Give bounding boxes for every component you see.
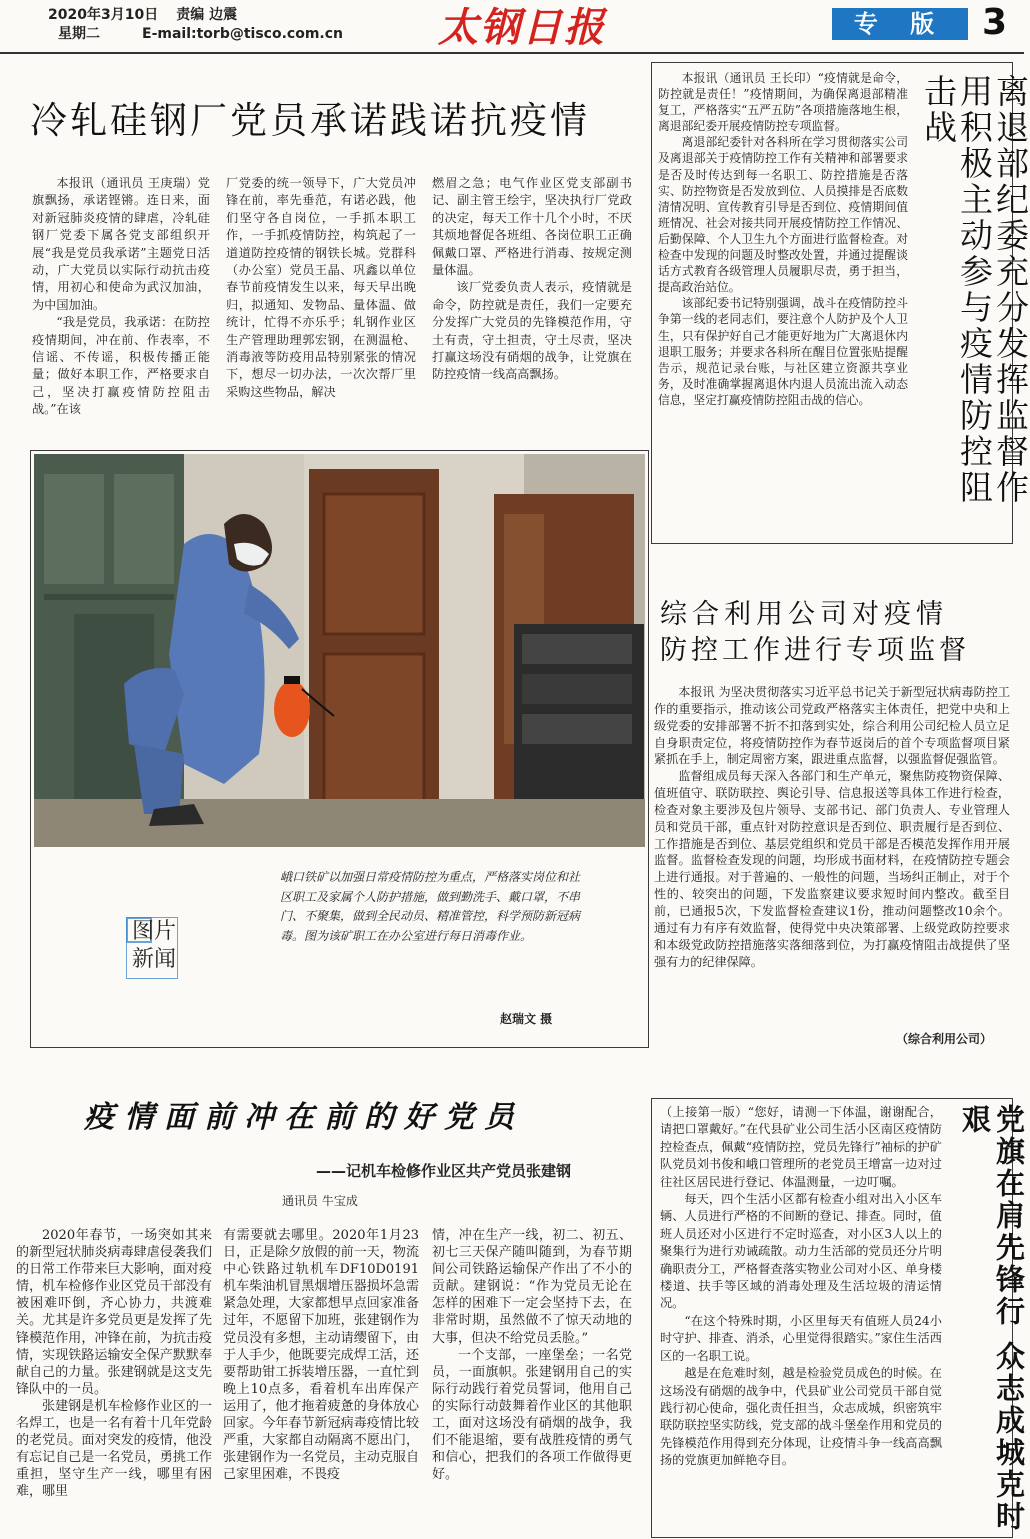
news-photo bbox=[34, 454, 645, 847]
article4-byline: 通讯员 牛宝成 bbox=[282, 1194, 358, 1208]
photo-caption: 峨口铁矿以加强日常疫情防控为重点，严格落实岗位和社区职工及家属个人防护措施，做到勤洗手、戴口罩，不串门、不聚集，做到全民动员、精准管控，科学预防新冠病毒。图为该矿职工在办公室进行每日消毒作业。 bbox=[280, 870, 581, 943]
photo-tag-line2: 新闻 bbox=[132, 947, 177, 972]
editor: 责编 边震 bbox=[176, 7, 238, 23]
article4-subtitle: ——记机车检修作业区共产党员张建钢 bbox=[316, 1162, 572, 1180]
article4-col1 bbox=[16, 1227, 212, 1537]
email: E-mail:torb@tisco.com.cn bbox=[142, 26, 343, 42]
paragraph: “我是党员，我承诺：在防控疫情期间，冲在前、作表率，不信谣、不传谣，积极传播正能量；做好本职工作，严格要求自己，坚决打赢疫情防控阻击战。”在该 bbox=[32, 315, 210, 417]
paragraph: 2020年春节，一场突如其来的新型冠状肺炎病毒肆虐侵袭我们的日常工作带来巨大影响，面对疫情，机车检修作业区党员干部没有被困难吓倒，齐心协力，共渡难关。尤其是许多党员更是发挥了先锋模范作用，冲锋在前，为抗击疫情，实现铁路运输安全保产默默奉献自己的力量。张建钢就是这支先锋队中的一员。 bbox=[16, 1228, 212, 1397]
article5-title: 党旗在肩先锋行 众志成城克时艰 bbox=[958, 1104, 1026, 1534]
article2-title: 离退部纪委充分发挥监督作用积极主动参与疫情防控阻击战 bbox=[919, 74, 1030, 506]
paragraph: 该部纪委书记特别强调，战斗在疫情防控斗争第一线的老同志们，要注意个人防护及个人卫生，只有保护好自己才能更好地为广大离退休内退职工服务；并要求各科所在醒目位置张贴提醒告示，规范记录台账，与社区建立资源共享业务，及时准确掌握离退休内退人员流出流入动态信息，坚定打赢疫情防控阻击战的信心。 bbox=[658, 296, 908, 407]
article1-col2 bbox=[226, 175, 416, 405]
article3-body bbox=[654, 684, 1010, 1030]
disinfection-scene-illustration bbox=[34, 454, 645, 847]
paragraph: 离退部纪委针对各科所在学习贯彻落实公司及离退部关于疫情防控工作有关精神和部署要求是否及时传达到每一名职工、防控措施是否落实、防控物资是否发放到位、人员摸排是否底数清情况明、宣传教育引导是否到位、疫情期间值班情况、社会对接共同开展疫情防控工作情况、后勤保障、个人卫生九个方面进行监督检查。对检查中发现的问题及时整改处置，并通过提醒谈话方式教育各级管理人员履职尽责，勇于担当，提高政治站位。 bbox=[658, 135, 908, 295]
paragraph: 监督组成员每天深入各部门和生产单元，聚焦防疫物资保障、值班值守、联防联控、舆论引导、信息报送等具体工作进行检查，检查对象主要涉及包片领导、支部书记、部门负责人、专业管理人员和党员干部，重点针对防控意识是否到位、职责履行是否到位、工作措施是否到位、基层党组织和党员干部是否模范发挥作用开展监督。监督检查发现的问题，均形成书面材料，在疫情防控专题会上进行通报。对于普遍的、一般性的问题，当场纠正制止，对于个性的、较突出的问题，下发监察建议要求短时间内整改。截至目前，已通报5次，下发监督检查建议1份，推动问题整改10余个。通过有力有序有效监督，使得党中央决策部署、上级党政防控要求和本级党政防控措施落实落细落到位，为打赢疫情阻击战提供了坚强有力的纪律保障。 bbox=[654, 769, 1010, 969]
article3-source: （综合利用公司） bbox=[896, 1032, 993, 1046]
header-rule bbox=[0, 52, 1024, 54]
article2-body bbox=[658, 70, 908, 532]
issue-date: 2020年3月10日 bbox=[48, 7, 159, 23]
photo-tag-line1: 图片 bbox=[132, 919, 177, 944]
paragraph: 张建钢是机车检修作业区的一名焊工，也是一名有着十几年党龄的老党员。面对突发的疫情，他没有忘记自己是一名党员，勇挑工作重担，坚守生产一线，哪里有困难，哪里 bbox=[16, 1398, 212, 1500]
article1-title: 冷轧硅钢厂党员承诺践诺抗疫情 bbox=[30, 99, 590, 142]
article4-col2 bbox=[223, 1227, 419, 1537]
paragraph: （上接第一版）“您好，请测一下体温，谢谢配合，请把口罩戴好。”在代县矿业公司生活小区南区疫情防控检查点，佩戴“疫情防控，党员先锋行”袖标的护矿队党员刘书俊和峨口管理所的老党员王增富一边对过往社区居民进行登记、体温测量，一边叮嘱。 bbox=[660, 1105, 942, 1189]
article5-body bbox=[660, 1104, 942, 1534]
page-number: 3 bbox=[982, 2, 1008, 43]
edition-badge: 专 版 bbox=[832, 8, 968, 40]
article1-col1 bbox=[32, 175, 210, 417]
article3-title-line1: 综合利用公司对疫情 bbox=[660, 599, 948, 630]
paragraph: “在这个特殊时期，小区里每天有值班人员24小时守护、排查、消杀，心里觉得很踏实。”家住生活西区的一名职工说。 bbox=[660, 1313, 942, 1363]
photo-credit: 赵瑞文 摄 bbox=[500, 1012, 553, 1026]
paragraph: 每天，四个生活小区都有检查小组对出入小区车辆、人员进行严格的不间断的登记、排查。同时，值班人员还对小区进行不定时巡查，对小区3人以上的聚集行为进行劝诫疏散。动力生活部的党员还分片明确职责分工，严格督查落实物业公司对小区、单身楼楼道、扶手等区域的消毒处理及生活垃圾的清运情况。 bbox=[660, 1192, 942, 1311]
photo-news-tag bbox=[132, 918, 176, 974]
paragraph: 情，冲在生产一线，初二、初五、初七三天保产随叫随到，为春节期间公司铁路运输保产作出了不小的贡献。建钢说：“作为党员无论在怎样的困难下一定会坚持下去，在非常时期，虽然做不了惊天动地的大事，但决不给党员丢脸。” bbox=[432, 1228, 632, 1346]
paragraph: 一个支部，一座堡垒；一名党员，一面旗帜。张建钢用自己的实际行动践行着党员誓词，他用自己的实际行动鼓舞着作业区的其他职工，面对这场没有硝烟的战争，我们不能退缩，要有战胜疫情的勇气和信心，把我们的各项工作做得更好。 bbox=[432, 1347, 632, 1483]
paragraph: 有需要就去哪里。2020年1月23日，正是除夕放假的前一天，物流中心铁路过轨机车DF10D0191机车柴油机冒黑烟增压器损坏急需紧急处理，大家都想早点回家准备过年，不愿留下加班，张建钢作为党员没有多想，主动请缨留下，由于人手少，他既要完成焊工活，还要帮助钳工拆装增压器，一直忙到晚上10点多，看着机车出库保产运用了，他才拖着疲惫的身体放心回家。今年春节新冠病毒疫情比较严重，大家都自动隔离不愿出门，张建钢作为一名党员，主动克服自己家里困难，不畏疫 bbox=[223, 1228, 419, 1483]
paragraph: 燃眉之急；电气作业区党支部副书记、副主管王绘宇，坚决执行厂党政的决定，每天工作十几个小时，不厌其烦地督促各班组、各岗位职工正确佩戴口罩、严格进行消毒、按规定测量体温。 bbox=[432, 176, 632, 278]
article4-col3 bbox=[432, 1227, 632, 1537]
weekday: 星期二 bbox=[58, 26, 100, 42]
masthead-logo: 太钢日报 bbox=[438, 4, 606, 51]
paragraph: 本报讯（通讯员 王庚瑞）党旗飘扬，承诺铿锵。连日来，面对新冠肺炎疫情的肆虐，冷轧硅钢厂党委下属各党支部组织开展“我是党员我承诺”主题党日活动，广大党员以实际行动抗击疫情，用初心和使命为武汉加油，为中国加油。 bbox=[32, 176, 210, 312]
page-header-info bbox=[48, 6, 343, 44]
paragraph: 越是在危难时刻，越是检验党员成色的时候。在这场没有硝烟的战争中，代县矿业公司党员干部自觉践行初心使命，强化责任担当，众志成城，织密筑牢联防联控坚实防线，党支部的战斗堡垒作用和党员的先锋模范作用得到充分体现，让疫情斗争一线高高飘扬的党旗更加鲜艳夺目。 bbox=[660, 1366, 942, 1468]
paragraph: 本报讯（通讯员 王长印）“疫情就是命令，防控就是责任！”疫情期间，为确保离退部精准复工，严格落实“五严五防”各项措施落地生根，离退部纪委开展疫情防控专项监督。 bbox=[658, 71, 908, 134]
article1-col3 bbox=[432, 175, 632, 405]
paragraph: 本报讯 为坚决贯彻落实习近平总书记关于新型冠状病毒防控工作的重要指示，推动该公司党政严格落实主体责任，把党中央和上级党委的安排部署不折不扣落到实处，综合利用公司纪检人员立足自身职责定位，将疫情防控作为春节返岗后的首个专项监督项目紧紧抓在手上，制定周密方案，跟进重点监督，以强监督促强监管。 bbox=[654, 685, 1010, 767]
article3-title-line2: 防控工作进行专项监督 bbox=[660, 635, 970, 666]
article4-title: 疫情面前冲在前的好党员 bbox=[84, 1100, 524, 1135]
paragraph: 该厂党委负责人表示，疫情就是命令，防控就是责任，我们一定要充分发挥广大党员的先锋模范作用，守土有责，守土担责，守土尽责，坚决打赢这场没有硝烟的战争，让党旗在防控疫情一线高高飘扬。 bbox=[432, 280, 632, 382]
paragraph: 厂党委的统一领导下，广大党员冲锋在前，率先垂范，有诺必践，他们坚守各自岗位，一手抓本职工作，一手抓疫情防控，构筑起了一道道防控疫情的钢铁长城。党群科（办公室）党员王晶、巩鑫以单位春节前疫情发生以来，每天早出晚归，拟通知、发物品、量体温、做统计，忙得不亦乐乎；轧钢作业区生产管理助理郭宏钢，在测温枪、消毒液等防疫用品特别紧张的情况下，想尽一切办法，一次次帮厂里采购这些物品，解决 bbox=[226, 176, 416, 399]
